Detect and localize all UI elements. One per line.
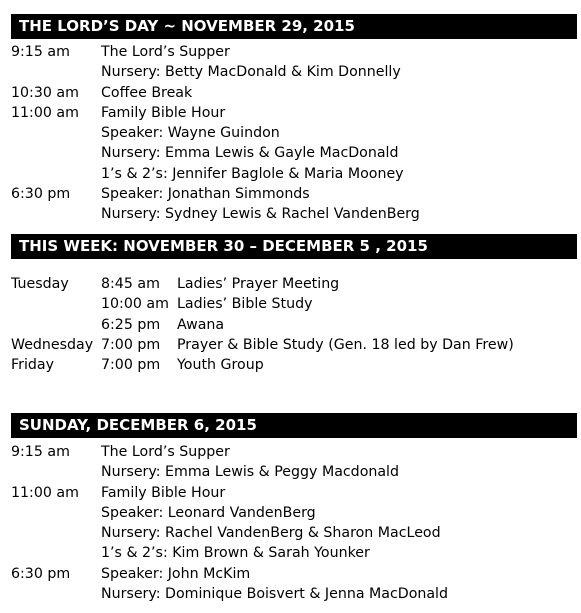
event-time: 6:30 pm — [11, 565, 71, 582]
schedule-row — [11, 503, 577, 523]
schedule-row — [11, 564, 577, 584]
event-time: 11:00 am — [11, 484, 79, 501]
event-description: Prayer & Bible Study (Gen. 18 led by Dan Frew) — [177, 336, 514, 353]
section-header-lords-day: THE LORD’S DAY ~ NOVEMBER 29, 2015 — [11, 14, 577, 39]
schedule-row — [11, 315, 577, 335]
schedule-row — [11, 294, 577, 314]
event-description: Speaker: Leonard VandenBerg — [101, 504, 316, 521]
event-description: Family Bible Hour — [101, 484, 226, 501]
schedule-row — [11, 523, 577, 543]
event-description: Nursery: Emma Lewis & Peggy Macdonald — [101, 464, 400, 481]
schedule-row — [11, 164, 577, 184]
event-description: Speaker: John McKim — [101, 565, 251, 582]
event-time: 9:15 am — [11, 44, 70, 60]
event-time: 8:45 am — [101, 276, 160, 292]
schedule-row — [11, 83, 577, 103]
schedule-row — [11, 184, 577, 204]
event-description: Nursery: Sydney Lewis & Rachel VandenBerg — [101, 206, 420, 223]
event-description: The Lord’s Supper — [101, 44, 230, 60]
event-description: 1’s & 2’s: Kim Brown & Sarah Younker — [101, 545, 370, 562]
schedule-row — [11, 442, 577, 462]
schedule-row — [11, 355, 577, 375]
event-description: Nursery: Rachel VandenBerg & Sharon MacLeod — [101, 525, 441, 542]
event-description: Speaker: Jonathan Simmonds — [101, 186, 310, 203]
event-time: 10:00 am — [101, 296, 169, 313]
event-description: Youth Group — [177, 357, 264, 374]
event-time: 10:30 am — [11, 84, 79, 101]
schedule-row — [11, 584, 577, 604]
schedule-row — [11, 462, 577, 482]
schedule-row — [11, 204, 577, 224]
event-description: 1’s & 2’s: Jennifer Baglole & Maria Mooney — [101, 165, 404, 182]
event-day: Friday — [11, 357, 54, 374]
event-description: Ladies’ Bible Study — [177, 296, 313, 313]
event-time: 11:00 am — [11, 104, 79, 121]
event-description: Nursery: Betty MacDonald & Kim Donnelly — [101, 64, 401, 81]
event-description: Family Bible Hour — [101, 104, 226, 121]
event-description: Ladies’ Prayer Meeting — [177, 276, 340, 292]
event-time: 7:00 pm — [101, 336, 161, 353]
schedule-row — [11, 543, 577, 563]
event-description: Nursery: Emma Lewis & Gayle MacDonald — [101, 145, 399, 162]
schedule-row — [11, 483, 577, 503]
schedule-row — [11, 335, 577, 355]
event-time: 7:00 pm — [101, 357, 161, 374]
event-description: Nursery: Dominique Boisvert & Jenna MacDonald — [101, 586, 449, 603]
event-description: The Lord’s Supper — [101, 444, 230, 460]
section-header-sunday: SUNDAY, DECEMBER 6, 2015 — [11, 413, 577, 438]
schedule-row — [11, 42, 577, 62]
event-day: Tuesday — [11, 276, 69, 292]
this-week-schedule — [11, 274, 577, 375]
schedule-row — [11, 274, 577, 294]
schedule-row — [11, 123, 577, 143]
event-day: Wednesday — [11, 336, 94, 353]
lords-day-schedule — [11, 42, 577, 225]
event-description: Awana — [177, 316, 225, 333]
event-time: 9:15 am — [11, 444, 70, 460]
section-header-this-week: THIS WEEK: NOVEMBER 30 – DECEMBER 5 , 2015 — [11, 234, 577, 259]
schedule-row — [11, 143, 577, 163]
event-description: Coffee Break — [101, 84, 193, 101]
sunday-schedule — [11, 442, 577, 604]
event-time: 6:30 pm — [11, 186, 71, 203]
event-description: Speaker: Wayne Guindon — [101, 125, 280, 142]
schedule-row — [11, 103, 577, 123]
event-time: 6:25 pm — [101, 316, 161, 333]
schedule-row — [11, 62, 577, 82]
